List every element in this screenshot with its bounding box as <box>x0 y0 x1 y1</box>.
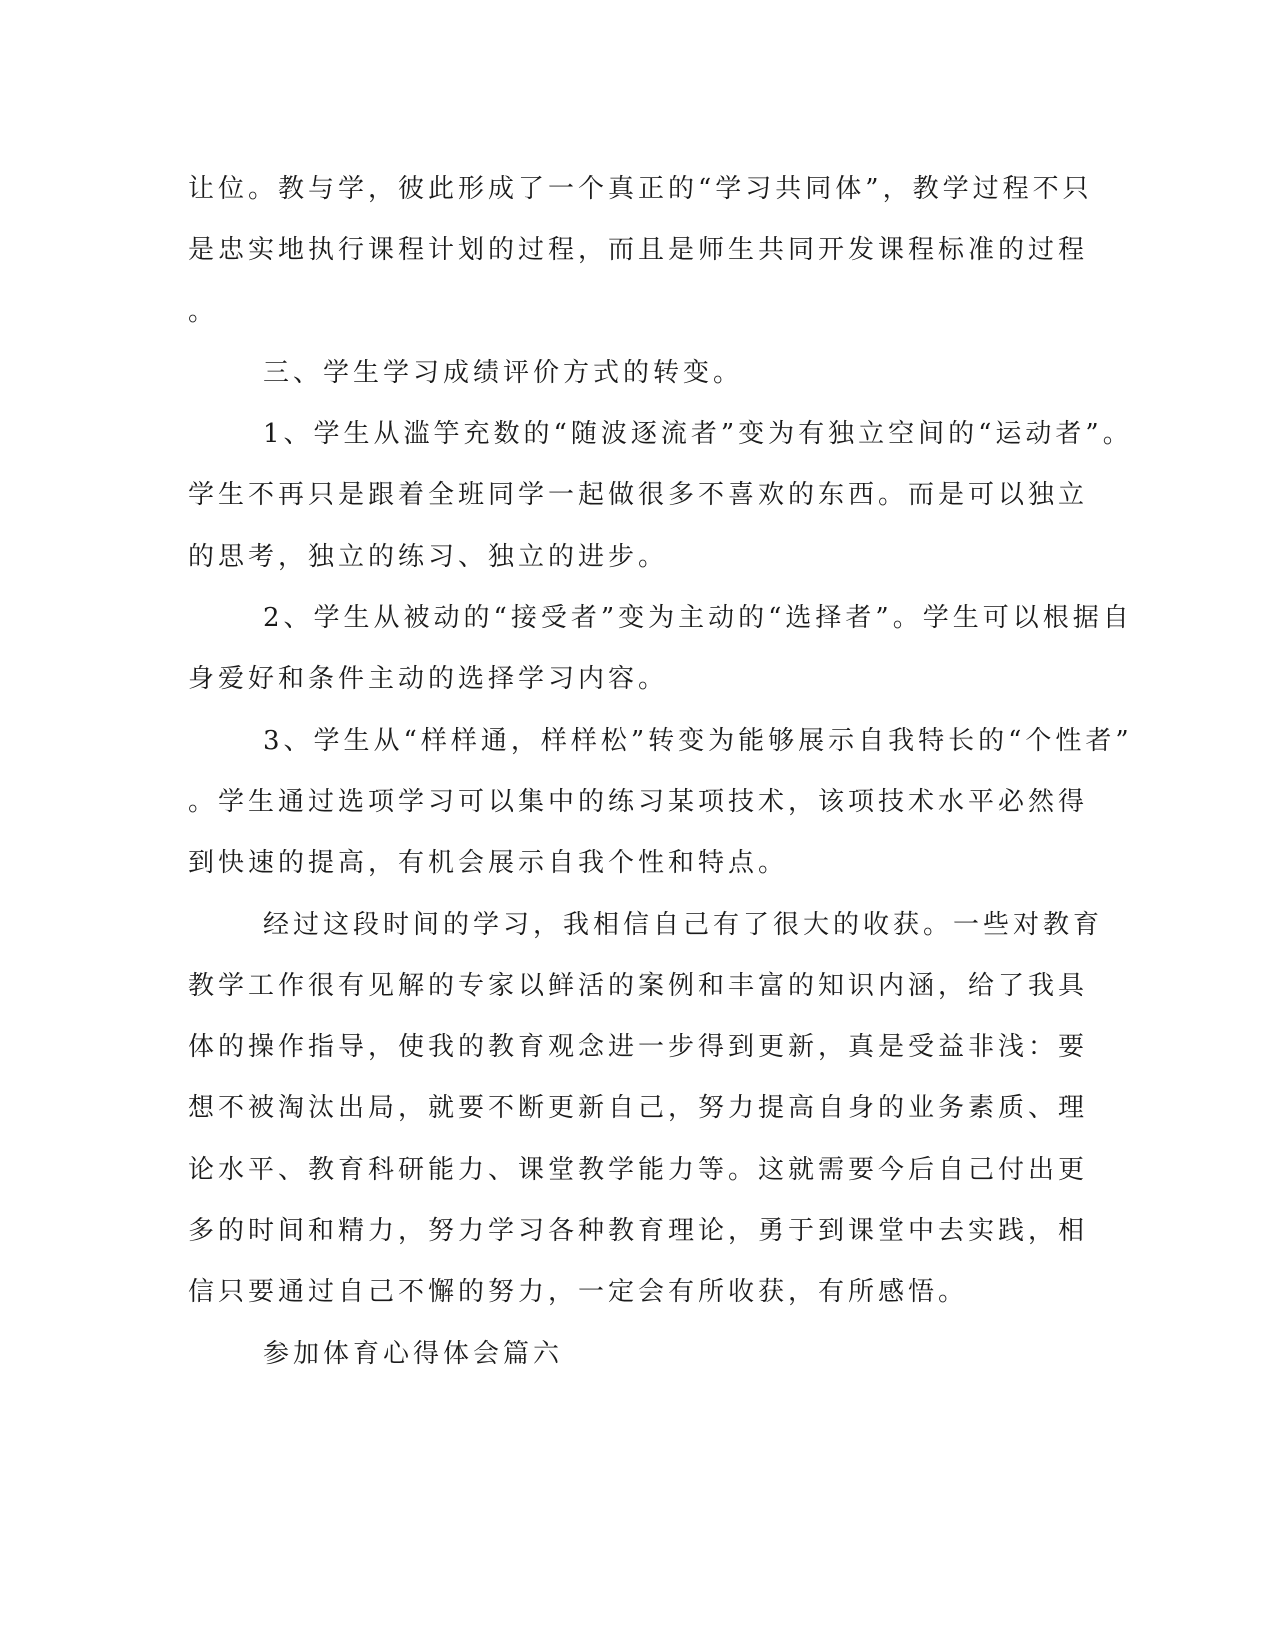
section-heading: 三、学生学习成绩评价方式的转变。 <box>263 357 744 388</box>
text-line: 身爱好和条件主动的选择学习内容。 <box>188 664 669 695</box>
text-line: 到快速的提高，有机会展示自我个性和特点。 <box>188 848 789 879</box>
text-line: 让位。教与学，彼此形成了一个真正的“学习共同体”，教学过程不只 <box>188 174 1093 204</box>
text-line: 学生不再只是跟着全班同学一起做很多不喜欢的东西。而是可以独立 <box>188 480 1089 511</box>
text-line: 教学工作很有见解的专家以鲜活的案例和丰富的知识内涵，给了我具 <box>188 970 1089 1001</box>
text-line: 想不被淘汰出局，就要不断更新自己，努力提高自身的业务素质、理 <box>188 1093 1089 1124</box>
text-line: 经过这段时间的学习，我相信自己有了很大的收获。一些对教育 <box>263 909 1104 940</box>
text-line: 2、学生从被动的“接受者”变为主动的“选择者”。学生可以根据自 <box>263 603 1133 634</box>
text-line: 体的操作指导，使我的教育观念进一步得到更新，真是受益非浅：要 <box>188 1032 1089 1063</box>
text-line: 的思考，独立的练习、独立的进步。 <box>188 541 669 572</box>
text-line: 多的时间和精力，努力学习各种教育理论，勇于到课堂中去实践，相 <box>188 1216 1089 1247</box>
text-line: 1、学生从滥竽充数的“随波逐流者”变为有独立空间的“运动者”。 <box>263 419 1133 450</box>
text-line: 。 <box>188 296 219 327</box>
text-line: 信只要通过自己不懈的努力，一定会有所收获，有所感悟。 <box>188 1277 969 1308</box>
body-text <box>188 159 1133 1385</box>
text-line: 是忠实地执行课程计划的过程，而且是师生共同开发课程标准的过程 <box>188 235 1089 266</box>
text-line: 3、学生从“样样通，样样松”转变为能够展示自我特长的“个性者” <box>263 725 1133 756</box>
text-line: 论水平、教育科研能力、课堂教学能力等。这就需要今后自己付出更 <box>188 1154 1089 1185</box>
text-line: 。学生通过选项学习可以集中的练习某项技术，该项技术水平必然得 <box>188 786 1089 817</box>
section-title: 参加体育心得体会篇六 <box>263 1338 564 1369</box>
